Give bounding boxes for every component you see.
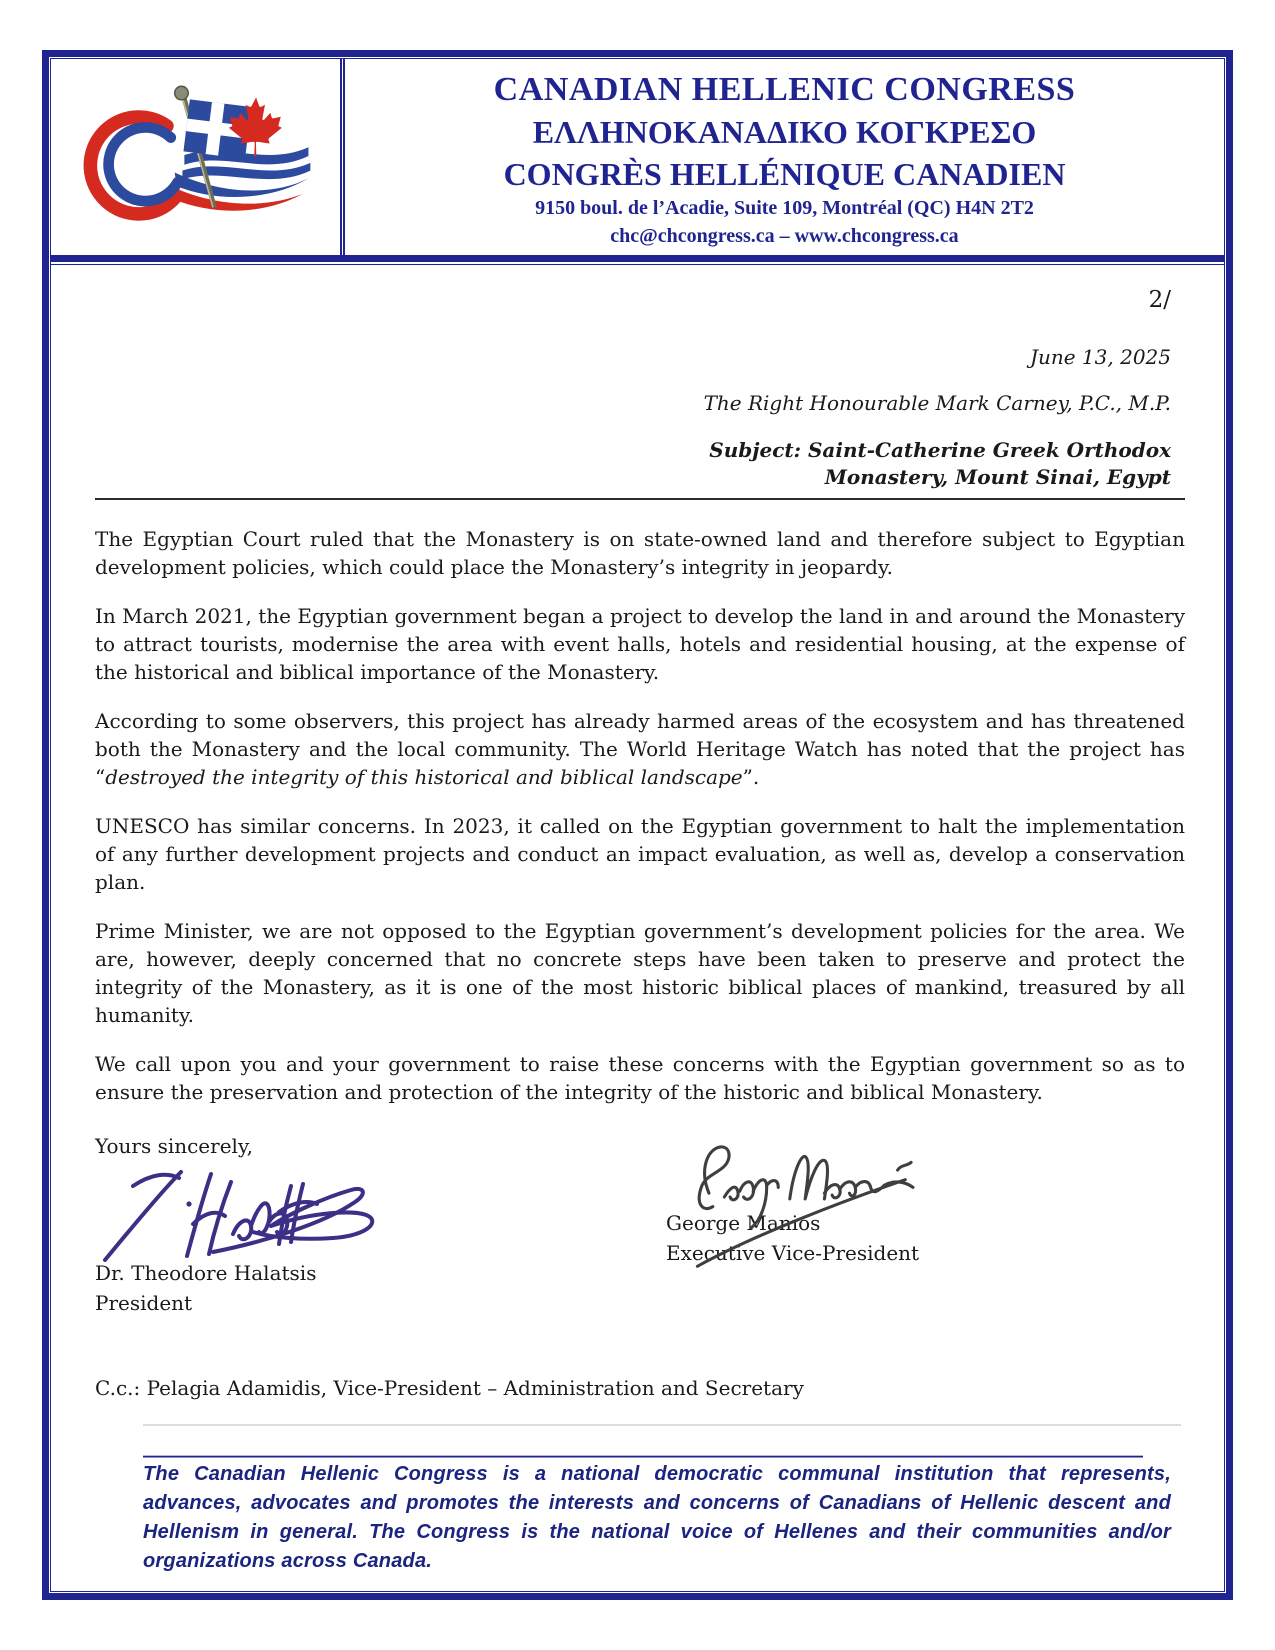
paragraph-5: Prime Minister, we are not opposed to the Egyptian government’s development policies for the area. We are, however, deeply concerned that no concrete steps have been taken to preserve and protect the integrity of the Monastery, as it is one of the most historic biblical places of mankind, treasured by all humanity. — [95, 919, 1185, 1027]
paragraph-3-end: ”. — [742, 765, 760, 789]
footer-underscore-divider: ____________________________________________________________________________________________________ — [143, 1434, 1143, 1458]
org-address: 9150 boul. de l’Acadie, Suite 109, Montréal (QC) H4N 2T2 — [535, 197, 1034, 219]
signatory-name: Dr. Theodore Halatsis — [95, 1261, 317, 1285]
page-border-frame — [42, 50, 1233, 1600]
logo-blue-crescent — [108, 127, 177, 201]
letterhead-titles — [345, 59, 1224, 255]
cc-line: C.c.: Pelagia Adamidis, Vice-President – Administration and Secretary — [95, 1376, 804, 1400]
paragraph-3-text: According to some observers, this project has already harmed areas of the ecosystem and has threatened both the Monastery and the local community. The World Heritage Watch has noted that the project has “ — [95, 709, 1185, 789]
letterhead — [51, 59, 1224, 262]
footer-block — [143, 1424, 1185, 1576]
footer-gray-rule — [143, 1424, 1181, 1426]
logo-pole-finial — [174, 86, 188, 100]
paragraph-2: In March 2021, the Egyptian government began a project to develop the land in and around the Monastery to attract tourists, modernise the area with event halls, hotels and residential housing, at the expense of the historical and biblical importance of the Monastery. — [95, 604, 1185, 684]
subject-line-2: Monastery, Mount Sinai, Egypt — [824, 465, 1171, 489]
chc-logo-icon — [70, 78, 322, 236]
signatory-name: George Manios — [666, 1211, 821, 1235]
page-border-inner-line — [50, 58, 1225, 1592]
signature-block — [95, 1160, 1185, 1318]
page-number: 2/ — [1148, 287, 1171, 313]
letter-body — [51, 265, 1224, 1576]
manios-signature-image — [670, 1120, 950, 1274]
subject-line-1: Subject: Saint-Catherine Greek Orthodox — [709, 438, 1171, 462]
paragraph-3 — [95, 707, 1185, 791]
paragraph-6: We call upon you and your government to raise these concerns with the Egyptian government so as to ensure the preservation and protection of the integrity of the historic and biblical Monastery. — [95, 1052, 1185, 1104]
letter-recipient: The Right Honourable Mark Carney, P.C., M.P. — [703, 391, 1171, 415]
letter-meta — [95, 287, 1185, 491]
halatsis-signature-image — [93, 1164, 393, 1264]
paragraph-4: UNESCO has similar concerns. In 2023, it called on the Egyptian government to halt the implementation of any further development projects and conduct an impact evaluation, as well as, develop a conservation plan. — [95, 814, 1185, 894]
subject-divider-rule — [95, 498, 1185, 500]
signatory-vice-president — [640, 1160, 1185, 1318]
footer-mission-statement: The Canadian Hellenic Congress is a national democratic communal institution that represents, advances, advocates and promotes the interests and concerns of Canadians of Hellenic descent and Hellenism in general. The Congress is the national voice of Hellenes and their communities and/or organizations across Canada. — [143, 1463, 1171, 1572]
logo-cell — [51, 59, 345, 255]
org-contact: chc@chcongress.ca – www.chcongress.ca — [610, 225, 959, 247]
paragraph-1: The Egyptian Court ruled that the Monastery is on state-owned land and therefore subject to Egyptian development policies, which could place the Monastery’s integrity in jeopardy. — [95, 527, 1185, 579]
org-name-english: CANADIAN HELLENIC CONGRESS — [493, 71, 1076, 108]
org-name-greek: ΕΛΛΗΝΟΚΑΝΑΔΙΚΟ ΚΟΓΚΡΕΣΟ — [532, 114, 1037, 150]
org-name-french: CONGRÈS HELLÉNIQUE CANADIEN — [503, 156, 1066, 192]
paragraph-3-quote: destroyed the integrity of this historical and biblical landscape — [105, 765, 743, 789]
signatory-title: Executive Vice-President — [666, 1241, 920, 1265]
letter-date: June 13, 2025 — [1029, 345, 1171, 369]
closing-salutation: Yours sincerely, — [95, 1134, 253, 1158]
letter-subject — [95, 437, 1171, 491]
signatory-president — [95, 1160, 640, 1318]
signatory-title: President — [95, 1291, 193, 1315]
